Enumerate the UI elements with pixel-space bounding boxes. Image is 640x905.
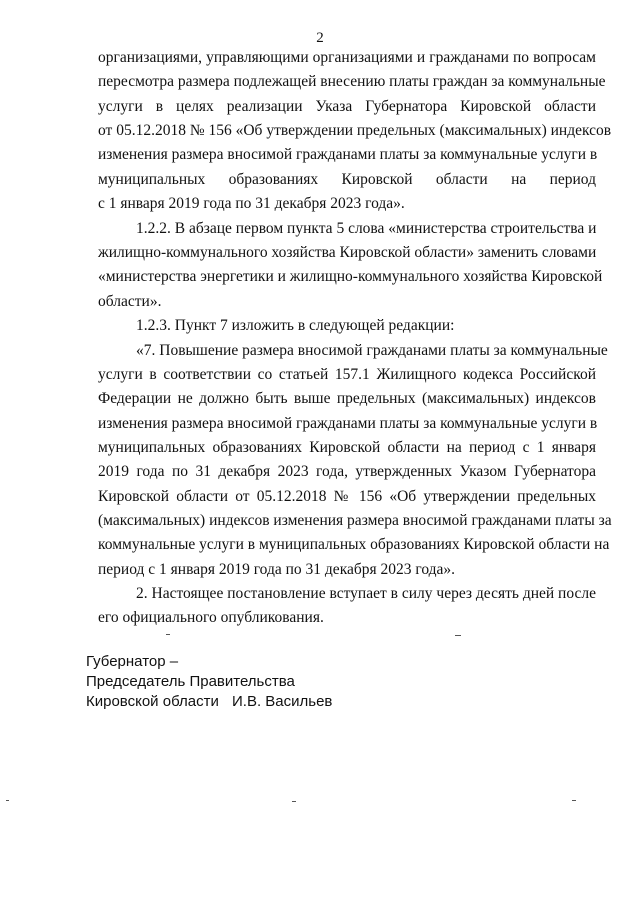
text-line: пересмотра размера подлежащей внесению платы граждан за коммунальные bbox=[98, 73, 606, 90]
text-line: муниципальных образованиях Кировской области на период с 1 января bbox=[98, 439, 596, 456]
speck bbox=[455, 635, 461, 636]
page-number: 2 bbox=[316, 30, 324, 46]
text-line: Федерации не должно быть выше предельных (максимальных) индексов bbox=[98, 390, 596, 407]
text-line: организациями, управляющими организациями и гражданами по вопросам bbox=[98, 49, 596, 66]
text-line: «7. Повышение размера вносимой гражданами платы за коммунальные bbox=[136, 342, 608, 359]
text-line: «министерства энергетики и жилищно-коммунального хозяйства Кировской bbox=[98, 268, 603, 285]
text-line: муниципальных образованиях Кировской области на период bbox=[98, 171, 596, 188]
text-line: от 05.12.2018 № 156 «Об утверждении предельных (максимальных) индексов bbox=[98, 122, 612, 139]
text-line: (максимальных) индексов изменения размера вносимой гражданами платы за bbox=[98, 512, 612, 529]
text-line: 2. Настоящее постановление вступает в силу через десять дней после bbox=[136, 585, 596, 602]
text-line: услуги в целях реализации Указа Губернатора Кировской области bbox=[98, 98, 596, 115]
signature-title-line2: Председатель Правительства bbox=[86, 673, 295, 690]
text-line: 2019 года по 31 декабря 2023 года, утвержденных Указом Губернатора bbox=[98, 463, 596, 480]
speck bbox=[292, 801, 296, 802]
text-line: области». bbox=[98, 293, 162, 310]
text-line: услуги в соответствии со статьей 157.1 Жилищного кодекса Российской bbox=[98, 366, 596, 383]
text-line: изменения размера вносимой гражданами платы за коммунальные услуги в bbox=[98, 146, 598, 163]
signature-title-line3: Кировской области bbox=[86, 693, 219, 710]
signature-title-line1: Губернатор – bbox=[86, 653, 179, 670]
text-line: 1.2.2. В абзаце первом пункта 5 слова «министерства строительства и bbox=[136, 220, 597, 237]
speck bbox=[572, 800, 576, 801]
text-line: коммунальные услуги в муниципальных образованиях Кировской области на bbox=[98, 536, 610, 553]
text-line: его официального опубликования. bbox=[98, 609, 324, 626]
text-line: Кировской области от 05.12.2018 № 156 «Об утверждении предельных bbox=[98, 488, 596, 505]
text-line: 1.2.3. Пункт 7 изложить в следующей редакции: bbox=[136, 317, 455, 334]
text-line: изменения размера вносимой гражданами платы за коммунальные услуги в bbox=[98, 415, 598, 432]
speck bbox=[166, 634, 170, 635]
speck bbox=[6, 800, 9, 801]
text-line: период с 1 января 2019 года по 31 декабря 2023 года». bbox=[98, 561, 456, 578]
text-line: жилищно-коммунального хозяйства Кировской области» заменить словами bbox=[98, 244, 597, 261]
signatory-name: И.В. Васильев bbox=[232, 693, 333, 710]
text-line: с 1 января 2019 года по 31 декабря 2023 года». bbox=[98, 195, 405, 212]
